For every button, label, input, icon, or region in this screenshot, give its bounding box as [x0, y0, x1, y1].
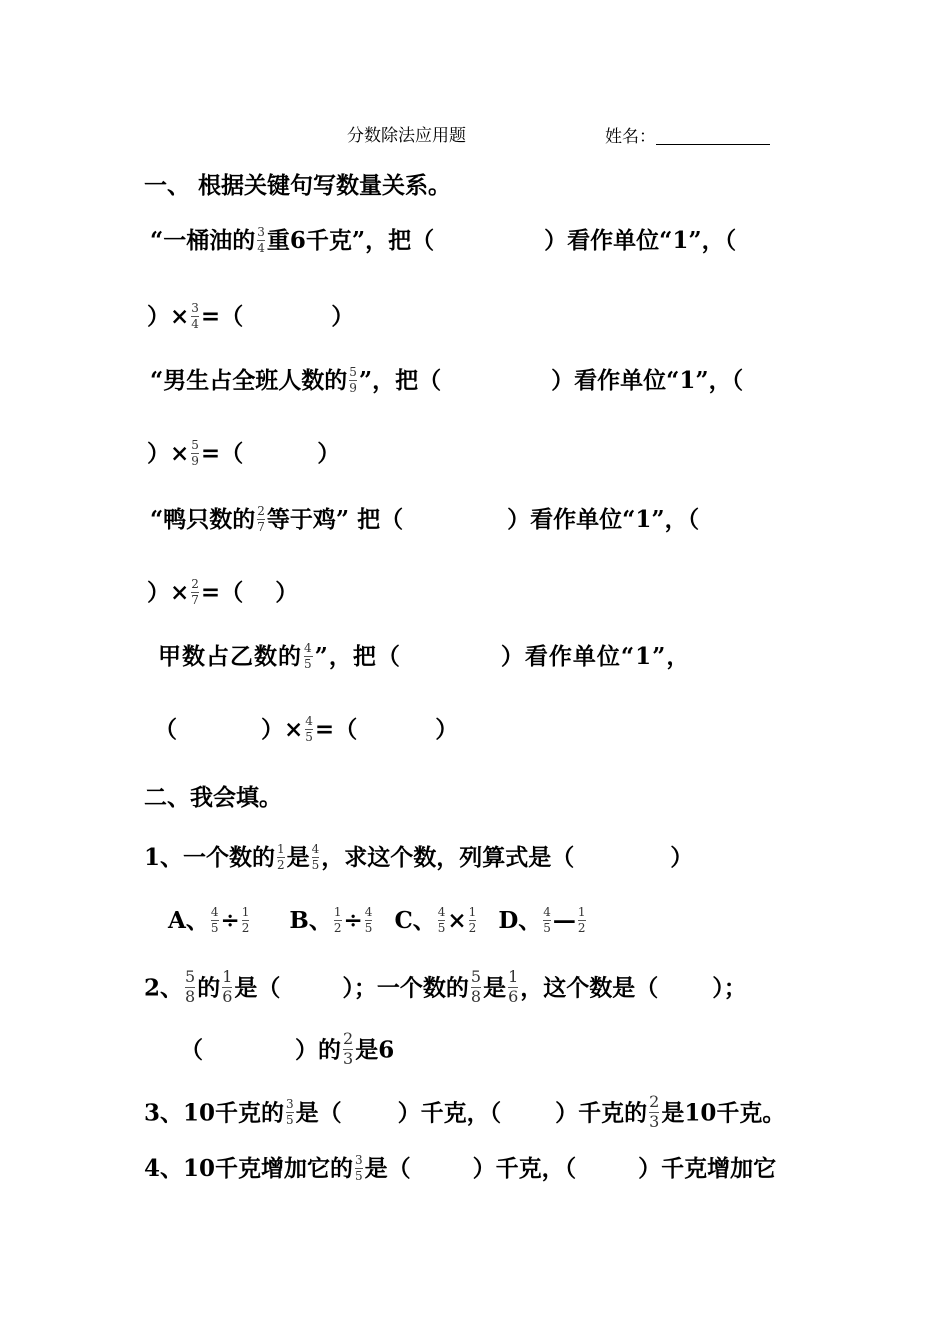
q1-options — [168, 905, 588, 936]
q2-line1: 2、 $\frac{5}{8}$ 的 $\frac{1}{6}$ 是（ ）；一个数的 $\frac{5}{8}$ 是 $\frac{1}{6}$ ，这个数是（ ）； — [144, 967, 747, 1006]
s1-item3-line2: ）× $\frac{2}{7}$ =（ ） — [147, 577, 299, 607]
q1-line: 1、一个数的 $\frac{1}{2}$ 是 $\frac{4}{5}$ ，求这个数，列算式是（ ） — [144, 842, 694, 872]
fraction: $\frac{3}{5}$ — [286, 1097, 294, 1127]
s1-item4-line1: 甲数占乙数的 $\frac{4}{5}$ ”，把（ ）看作单位“1”， — [158, 641, 691, 671]
s1-item1-line2: ）× $\frac{3}{4}$ =（ ） — [147, 301, 355, 331]
fraction: $\frac{4}{5}$ — [311, 842, 320, 872]
q4-line: 4、10千克增加它的 $\frac{3}{5}$ 是（ ）千克，（ ）千克增加它 — [144, 1153, 777, 1183]
q2-line2: （ ）的 $\frac{2}{3}$ 是6 — [180, 1029, 395, 1068]
s1-item2-line1: “男生占全班人数的 $\frac{5}{9}$ ”，把（ ）看作单位“1”，（ — [150, 365, 744, 395]
option-b[interactable]: B、 $\frac{1}{2}$ ÷ $\frac{4}{5}$ — [289, 905, 373, 935]
option-a[interactable]: A、 $\frac{4}{5}$ ÷ $\frac{1}{2}$ — [168, 905, 250, 935]
fraction: $\frac{5}{8}$ — [470, 967, 482, 1006]
name-label: 姓名： — [605, 127, 656, 147]
fraction: $\frac{5}{9}$ — [349, 365, 357, 395]
option-c[interactable]: C、 $\frac{4}{5}$ × $\frac{1}{2}$ — [394, 905, 477, 935]
q3-line: 3、10千克的 $\frac{3}{5}$ 是（ ）千克，（ ）千克的 $\frac{2}{3}$ 是10千克。 — [144, 1092, 786, 1131]
fraction: $\frac{1}{6}$ — [508, 967, 519, 1006]
option-d[interactable]: D、 $\frac{4}{5}$ — $\frac{1}{2}$ — [498, 905, 586, 935]
fraction: $\frac{3}{4}$ — [257, 225, 265, 255]
name-field — [605, 128, 770, 146]
worksheet-title: 分数除法应用题 — [347, 126, 466, 146]
s1-item2-line2: ）× $\frac{5}{9}$ =（ ） — [147, 438, 341, 468]
s1-item4-line2: （ ）× $\frac{4}{5}$ =（ ） — [154, 714, 459, 744]
fraction: $\frac{2}{7}$ — [191, 577, 199, 607]
fraction: $\frac{3}{5}$ — [355, 1153, 363, 1183]
fraction: $\frac{1}{2}$ — [277, 842, 285, 872]
name-blank[interactable] — [656, 128, 770, 145]
s1-item3-line1: “鸭只数的 $\frac{2}{7}$ 等于鸡” 把（ ）看作单位“1”，（ — [150, 504, 700, 534]
fraction: $\frac{2}{3}$ — [343, 1029, 354, 1068]
section1-title: 一、 根据关键句写数量关系。 — [144, 172, 452, 199]
fraction: $\frac{2}{7}$ — [257, 504, 265, 534]
s1-item1-line1: “一桶油的 $\frac{3}{4}$ 重6千克”，把（ ）看作单位“1”，（ — [150, 225, 737, 255]
fraction: $\frac{3}{4}$ — [191, 301, 199, 331]
fraction: $\frac{5}{9}$ — [191, 438, 199, 468]
worksheet-header — [347, 128, 466, 145]
fraction: $\frac{4}{5}$ — [305, 714, 313, 744]
fraction: $\frac{1}{6}$ — [222, 967, 233, 1006]
section2-title: 二、我会填。 — [144, 784, 282, 811]
fraction: $\frac{4}{5}$ — [304, 641, 313, 671]
fraction: $\frac{5}{8}$ — [185, 967, 196, 1006]
fraction: $\frac{2}{3}$ — [649, 1092, 660, 1131]
